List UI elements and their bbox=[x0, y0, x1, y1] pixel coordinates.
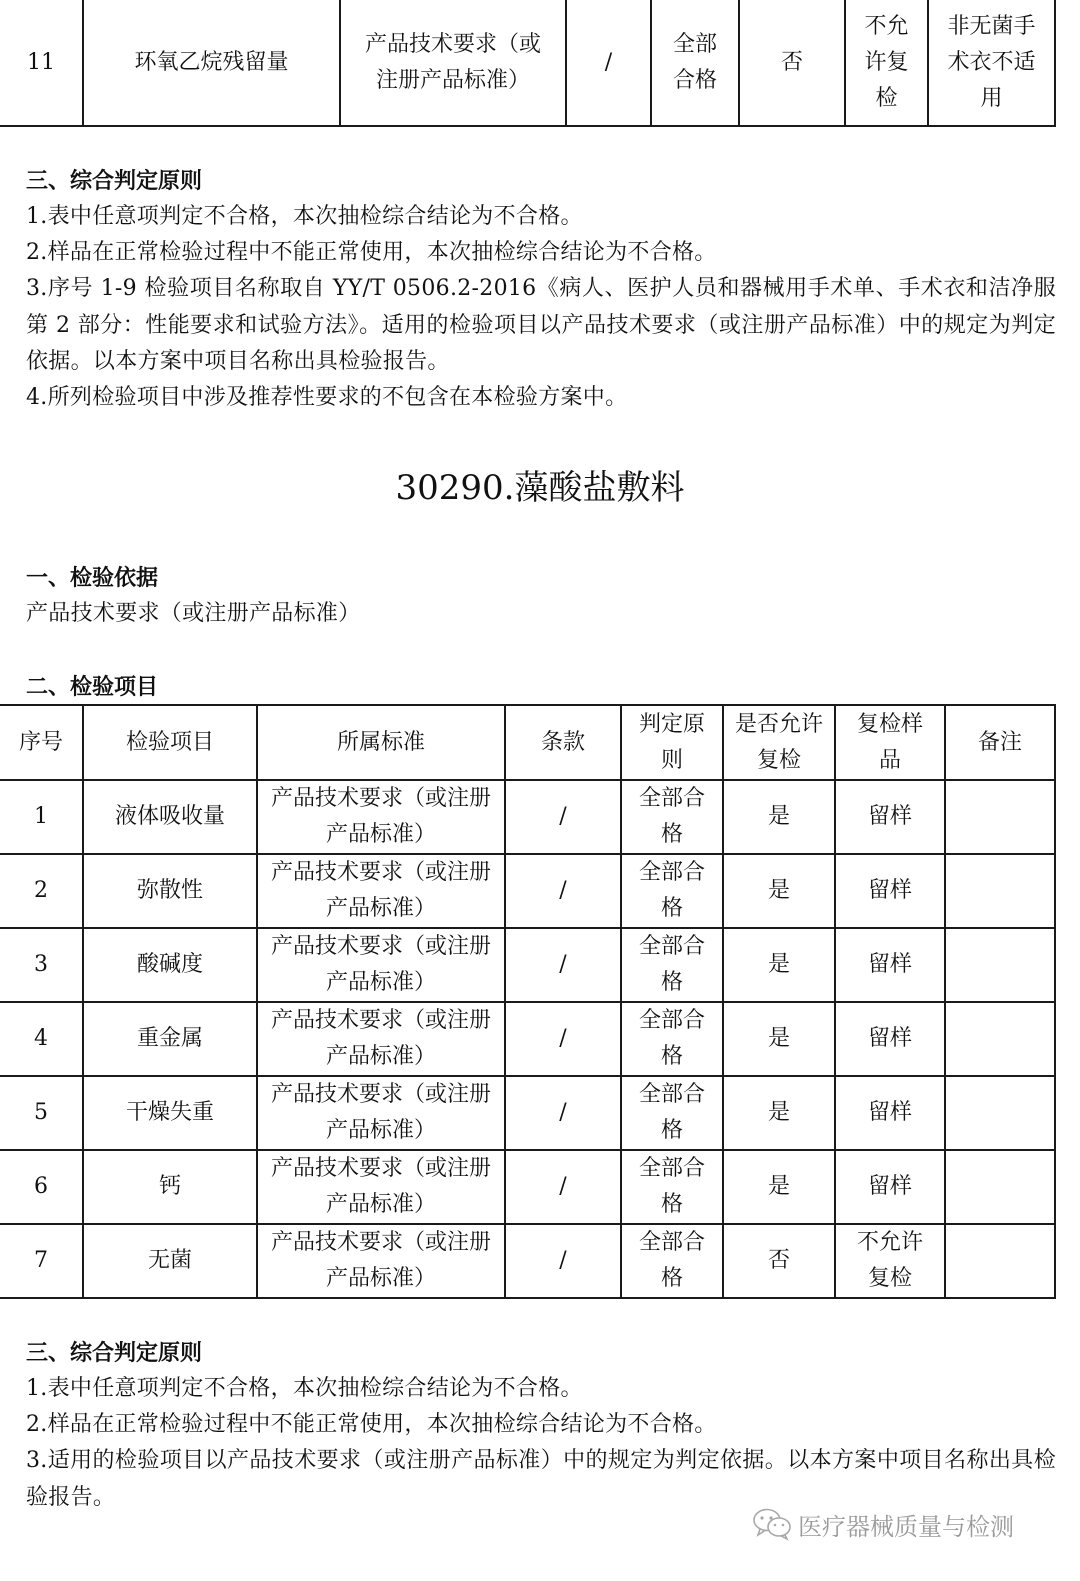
cell-index: 4 bbox=[0, 1002, 83, 1076]
section-heading: 一、检验依据 bbox=[26, 565, 159, 591]
cell-clause: / bbox=[505, 928, 621, 1002]
cell-recheck-sample: 留样 bbox=[835, 854, 945, 928]
cell-rule: 全部合格 bbox=[621, 928, 723, 1002]
principle-item: 1.表中任意项判定不合格，本次抽检综合结论为不合格。 bbox=[26, 204, 583, 229]
principle-item: 2.样品在正常检验过程中不能正常使用，本次抽检综合结论为不合格。 bbox=[26, 240, 717, 265]
cell-rule: 全部合格 bbox=[621, 780, 723, 854]
cell-standard: 产品技术要求（或注册产品标准） bbox=[257, 1224, 505, 1298]
cell-recheck-allowed: 是 bbox=[723, 854, 835, 928]
cell-item: 钙 bbox=[83, 1150, 257, 1224]
cell-recheck-sample: 留样 bbox=[835, 1076, 945, 1150]
table-row bbox=[0, 1002, 1055, 1076]
wechat-icon bbox=[752, 1507, 792, 1541]
principle-item: 3.序号 1-9 检验项目名称取自 YY/T 0506.2-2016《病人、医护人员和器械用手术单、手术衣和洁净服 第 2 部分：性能要求和试验方法》。适用的检验项目以产品技术要求（或注册产品标准）中的规定为判定依据。以本方案中项目名称出具检验报告。 bbox=[26, 276, 1056, 374]
basis-text: 产品技术要求（或注册产品标准） bbox=[26, 601, 361, 626]
table-row bbox=[0, 0, 1055, 126]
cell-clause: / bbox=[505, 1076, 621, 1150]
cell-recheck-allowed: 是 bbox=[723, 1150, 835, 1224]
cell-recheck-sample: 留样 bbox=[835, 1150, 945, 1224]
cell-index: 5 bbox=[0, 1076, 83, 1150]
cell-clause: / bbox=[505, 780, 621, 854]
cell-rule: 全部合格 bbox=[621, 854, 723, 928]
principle-item: 1.表中任意项判定不合格，本次抽检综合结论为不合格。 bbox=[26, 1376, 583, 1401]
cell-index: 2 bbox=[0, 854, 83, 928]
header-index: 序号 bbox=[0, 705, 83, 780]
cell-clause: / bbox=[505, 1002, 621, 1076]
cell-recheck-allowed: 是 bbox=[723, 780, 835, 854]
cell-recheck-allowed: 是 bbox=[723, 1076, 835, 1150]
cell-item: 干燥失重 bbox=[83, 1076, 257, 1150]
cell-index: 1 bbox=[0, 780, 83, 854]
cell-item: 无菌 bbox=[83, 1224, 257, 1298]
principle-item: 4.所列检验项目中涉及推荐性要求的不包含在本检验方案中。 bbox=[26, 385, 628, 410]
cell-standard: 产品技术要求（或注册产品标准） bbox=[257, 1002, 505, 1076]
cell-rule: 全部合格 bbox=[621, 1224, 723, 1298]
cell-remark: 非无菌手术衣不适用 bbox=[928, 0, 1055, 126]
section-heading: 二、检验项目 bbox=[26, 674, 159, 700]
inspection-items-table bbox=[0, 704, 1056, 1299]
principle-item: 2.样品在正常检验过程中不能正常使用，本次抽检综合结论为不合格。 bbox=[26, 1412, 717, 1437]
cell-recheck-allowed: 是 bbox=[723, 1002, 835, 1076]
header-remark: 备注 bbox=[945, 705, 1055, 780]
cell-rule: 全部合格 bbox=[621, 1002, 723, 1076]
cell-item: 重金属 bbox=[83, 1002, 257, 1076]
cell-clause: / bbox=[566, 0, 651, 126]
cell-recheck-allowed: 否 bbox=[739, 0, 845, 126]
cell-standard: 产品技术要求（或注册产品标准） bbox=[257, 780, 505, 854]
cell-item: 环氧乙烷残留量 bbox=[83, 0, 340, 126]
header-standard: 所属标准 bbox=[257, 705, 505, 780]
cell-rule: 全部合格 bbox=[621, 1150, 723, 1224]
cell-remark bbox=[945, 1002, 1055, 1076]
section-heading: 三、综合判定原则 bbox=[26, 168, 203, 194]
cell-recheck-allowed: 否 bbox=[723, 1224, 835, 1298]
header-item: 检验项目 bbox=[83, 705, 257, 780]
cell-recheck-sample: 留样 bbox=[835, 1002, 945, 1076]
cell-recheck-sample: 不允许复检 bbox=[845, 0, 928, 126]
cell-standard: 产品技术要求（或注册产品标准） bbox=[257, 1076, 505, 1150]
cell-recheck-sample: 留样 bbox=[835, 928, 945, 1002]
cell-index: 7 bbox=[0, 1224, 83, 1298]
table-row bbox=[0, 854, 1055, 928]
cell-recheck-allowed: 是 bbox=[723, 928, 835, 1002]
cell-remark bbox=[945, 1224, 1055, 1298]
cell-remark bbox=[945, 780, 1055, 854]
cell-item: 酸碱度 bbox=[83, 928, 257, 1002]
previous-items-table bbox=[0, 0, 1056, 127]
cell-clause: / bbox=[505, 1224, 621, 1298]
cell-remark bbox=[945, 928, 1055, 1002]
watermark-text: 医疗器械质量与检测 bbox=[798, 1512, 1014, 1541]
table-row bbox=[0, 1224, 1055, 1298]
header-recheck-sample: 复检样品 bbox=[835, 705, 945, 780]
cell-rule: 全部合格 bbox=[651, 0, 739, 126]
cell-standard: 产品技术要求（或注册产品标准） bbox=[257, 928, 505, 1002]
cell-recheck-sample: 留样 bbox=[835, 780, 945, 854]
cell-item: 弥散性 bbox=[83, 854, 257, 928]
table-row bbox=[0, 780, 1055, 854]
section-heading: 三、综合判定原则 bbox=[26, 1340, 203, 1366]
cell-standard: 产品技术要求（或注册产品标准） bbox=[257, 854, 505, 928]
principle-item: 3.适用的检验项目以产品技术要求（或注册产品标准）中的规定为判定依据。以本方案中项目名称出具检验报告。 bbox=[26, 1448, 1056, 1510]
cell-recheck-sample: 不允许复检 bbox=[835, 1224, 945, 1298]
cell-remark bbox=[945, 1150, 1055, 1224]
cell-index: 11 bbox=[0, 0, 83, 126]
cell-index: 6 bbox=[0, 1150, 83, 1224]
cell-standard: 产品技术要求（或注册产品标准） bbox=[257, 1150, 505, 1224]
cell-remark bbox=[945, 1076, 1055, 1150]
document-title: 30290.藻酸盐敷料 bbox=[395, 468, 685, 508]
watermark bbox=[752, 1504, 1014, 1544]
table-row bbox=[0, 1076, 1055, 1150]
table-row bbox=[0, 1150, 1055, 1224]
cell-rule: 全部合格 bbox=[621, 1076, 723, 1150]
cell-remark bbox=[945, 854, 1055, 928]
header-rule: 判定原则 bbox=[621, 705, 723, 780]
table-row bbox=[0, 928, 1055, 1002]
cell-index: 3 bbox=[0, 928, 83, 1002]
cell-item: 液体吸收量 bbox=[83, 780, 257, 854]
cell-standard: 产品技术要求（或注册产品标准） bbox=[340, 0, 566, 126]
header-recheck-allowed: 是否允许复检 bbox=[723, 705, 835, 780]
cell-clause: / bbox=[505, 1150, 621, 1224]
header-clause: 条款 bbox=[505, 705, 621, 780]
cell-clause: / bbox=[505, 854, 621, 928]
table-header-row bbox=[0, 705, 1055, 780]
